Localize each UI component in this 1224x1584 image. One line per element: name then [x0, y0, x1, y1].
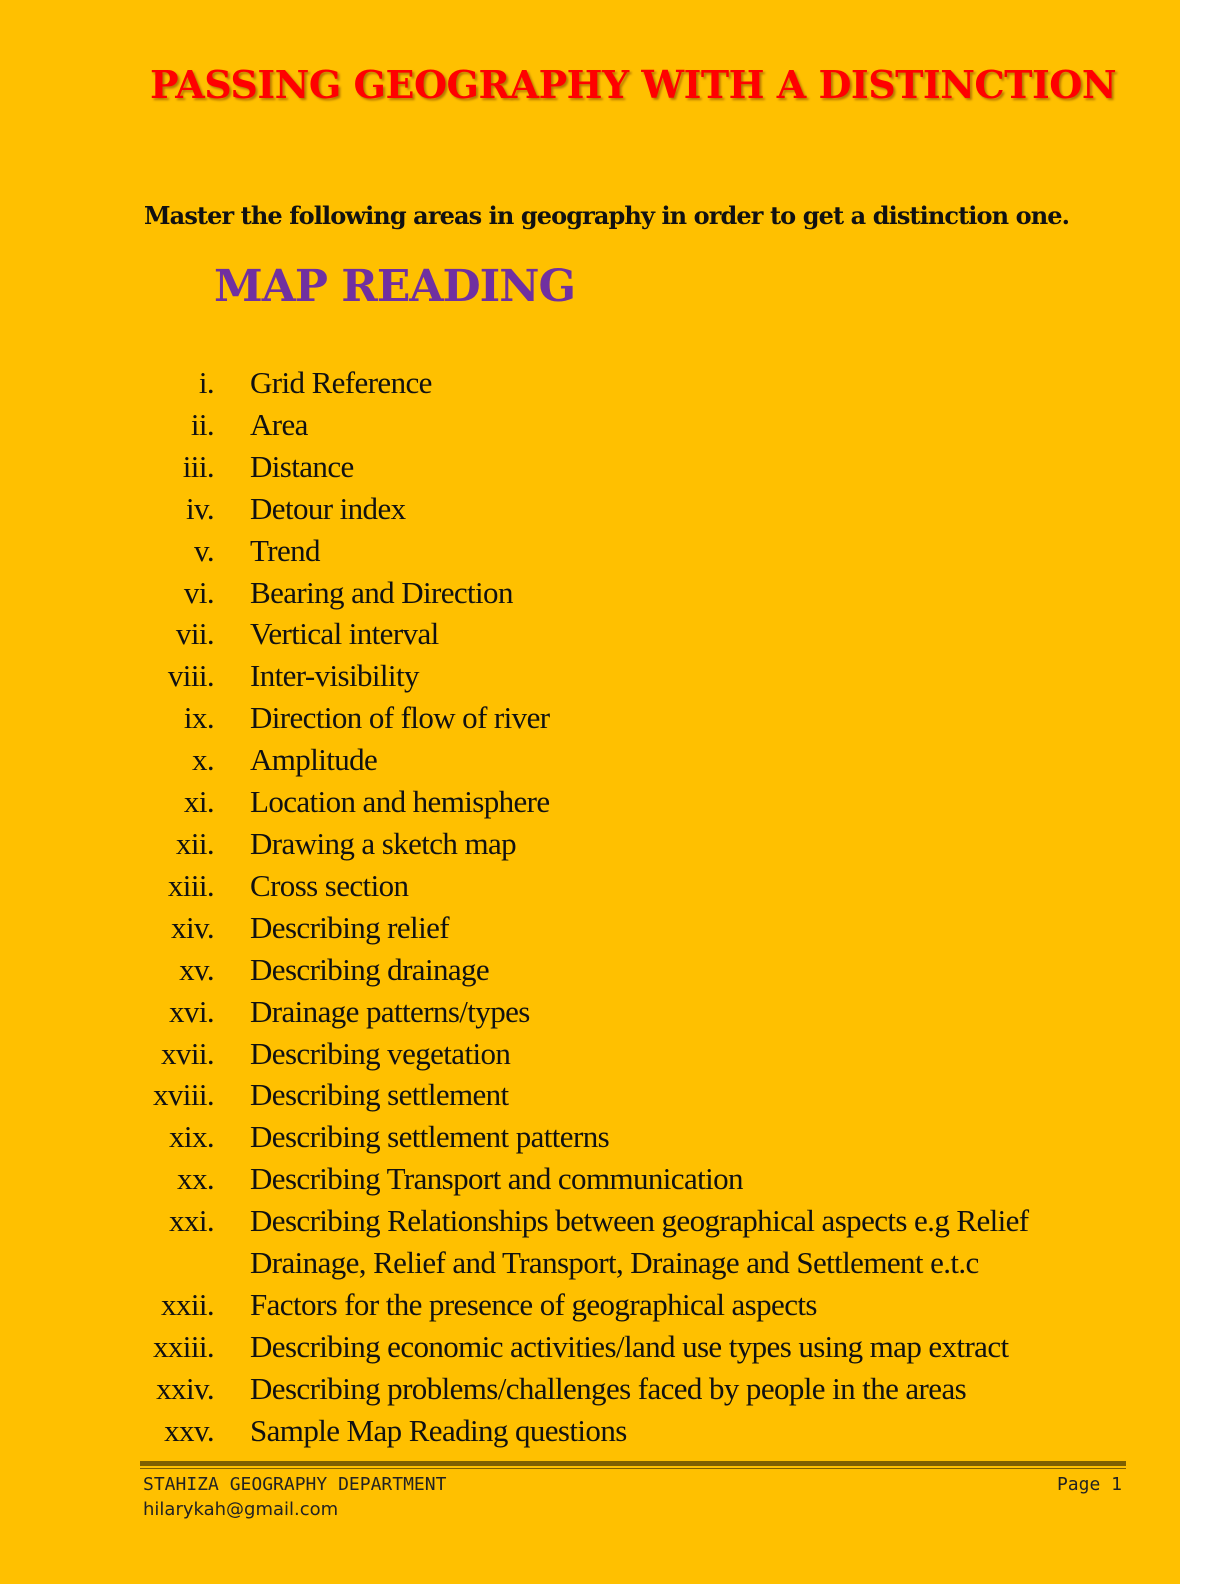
list-item [0, 907, 1180, 949]
list-numeral: xviii. [153, 1077, 214, 1113]
list-item [0, 949, 1180, 991]
topic-list [0, 362, 1180, 1452]
list-item [0, 613, 1180, 655]
list-numeral: vii. [175, 616, 214, 652]
list-item [0, 404, 1180, 446]
list-item-text: Describing settlement patterns [250, 1119, 610, 1155]
page-margin-edge [1180, 0, 1224, 1584]
list-item [0, 1200, 1180, 1284]
list-numeral: xi. [183, 784, 214, 820]
document-title: PASSING GEOGRAPHY WITH A DISTINCTION [150, 62, 1117, 107]
list-item-text: Describing settlement [250, 1077, 509, 1113]
list-numeral: xvii. [161, 1035, 214, 1071]
list-item [0, 781, 1180, 823]
list-item-text: Area [250, 406, 308, 442]
list-numeral: xiii. [167, 867, 214, 903]
list-item-text: Location and hemisphere [250, 784, 550, 820]
list-item-text: Drainage patterns/types [250, 993, 530, 1029]
list-item-text: Factors for the presence of geographical aspects [250, 1286, 817, 1322]
list-item-text: Describing drainage [250, 951, 490, 987]
list-item-text: Describing Relationships between geographical aspects e.g Relief Drainage, Relief and Transport, Drainage and Settlement e.t.c [250, 1203, 1029, 1281]
list-item-text: Vertical interval [250, 616, 439, 652]
list-item [0, 488, 1180, 530]
list-item [0, 446, 1180, 488]
list-item [0, 1284, 1180, 1326]
list-item-text: Cross section [250, 867, 409, 903]
list-item-text: Inter-visibility [250, 658, 419, 694]
list-item-text: Describing relief [250, 909, 449, 945]
list-numeral: i. [198, 365, 214, 400]
list-item-text: Grid Reference [250, 365, 432, 400]
footer-rule-thin [140, 1468, 1126, 1469]
list-numeral: v. [193, 532, 214, 568]
list-numeral: iv. [185, 490, 214, 526]
list-numeral: xxiv. [156, 1370, 214, 1406]
list-item-text: Describing economic activities/land use types using map extract [250, 1328, 1009, 1364]
list-numeral: iii. [182, 448, 214, 484]
list-item [0, 1368, 1180, 1410]
list-item [0, 739, 1180, 781]
list-numeral: xxiii. [153, 1328, 214, 1364]
list-item [0, 530, 1180, 572]
list-numeral: xvi. [169, 993, 214, 1029]
list-item [0, 572, 1180, 614]
page-number: Page 1 [1056, 1474, 1122, 1495]
list-item-text: Amplitude [250, 742, 378, 778]
list-numeral: xv. [179, 951, 214, 987]
list-item [0, 991, 1180, 1033]
list-item [0, 1033, 1180, 1075]
list-item [0, 1326, 1180, 1368]
intro-text: Master the following areas in geography in order to get a distinction one. [144, 201, 1070, 230]
list-numeral: xx. [177, 1161, 214, 1197]
footer-rule [140, 1461, 1126, 1466]
list-numeral: xxv. [164, 1412, 214, 1448]
list-item-text: Direction of flow of river [250, 700, 550, 736]
list-item [0, 823, 1180, 865]
list-item [0, 697, 1180, 739]
list-numeral: ii. [190, 406, 214, 442]
list-item [0, 1410, 1180, 1452]
list-item [0, 865, 1180, 907]
list-numeral: xiv. [171, 909, 214, 945]
list-item-text: Distance [250, 448, 354, 484]
list-item-text: Trend [250, 532, 320, 568]
list-numeral: xii. [175, 825, 214, 861]
footer-email: hilarykah@gmail.com [143, 1499, 339, 1520]
list-item-text: Drawing a sketch map [250, 825, 517, 861]
list-numeral: viii. [167, 658, 214, 694]
list-item [0, 655, 1180, 697]
list-item-text: Sample Map Reading questions [250, 1412, 627, 1448]
list-numeral: x. [191, 742, 214, 778]
list-numeral: vi. [183, 574, 214, 610]
footer-department: STAHIZA GEOGRAPHY DEPARTMENT [143, 1474, 447, 1495]
list-item [0, 1116, 1180, 1158]
list-item-text: Describing Transport and communication [250, 1161, 743, 1197]
list-numeral: xxi. [169, 1203, 214, 1239]
list-item [0, 1074, 1180, 1116]
list-numeral: ix. [183, 700, 214, 736]
section-heading: MAP READING [214, 261, 576, 312]
list-item-text: Describing problems/challenges faced by people in the areas [250, 1370, 967, 1406]
list-item [0, 362, 1180, 404]
list-item-text: Bearing and Direction [250, 574, 513, 610]
list-item-text: Describing vegetation [250, 1035, 511, 1071]
list-item-text: Detour index [250, 490, 406, 526]
list-numeral: xxii. [161, 1286, 214, 1322]
list-item [0, 1158, 1180, 1200]
list-numeral: xix. [169, 1119, 214, 1155]
